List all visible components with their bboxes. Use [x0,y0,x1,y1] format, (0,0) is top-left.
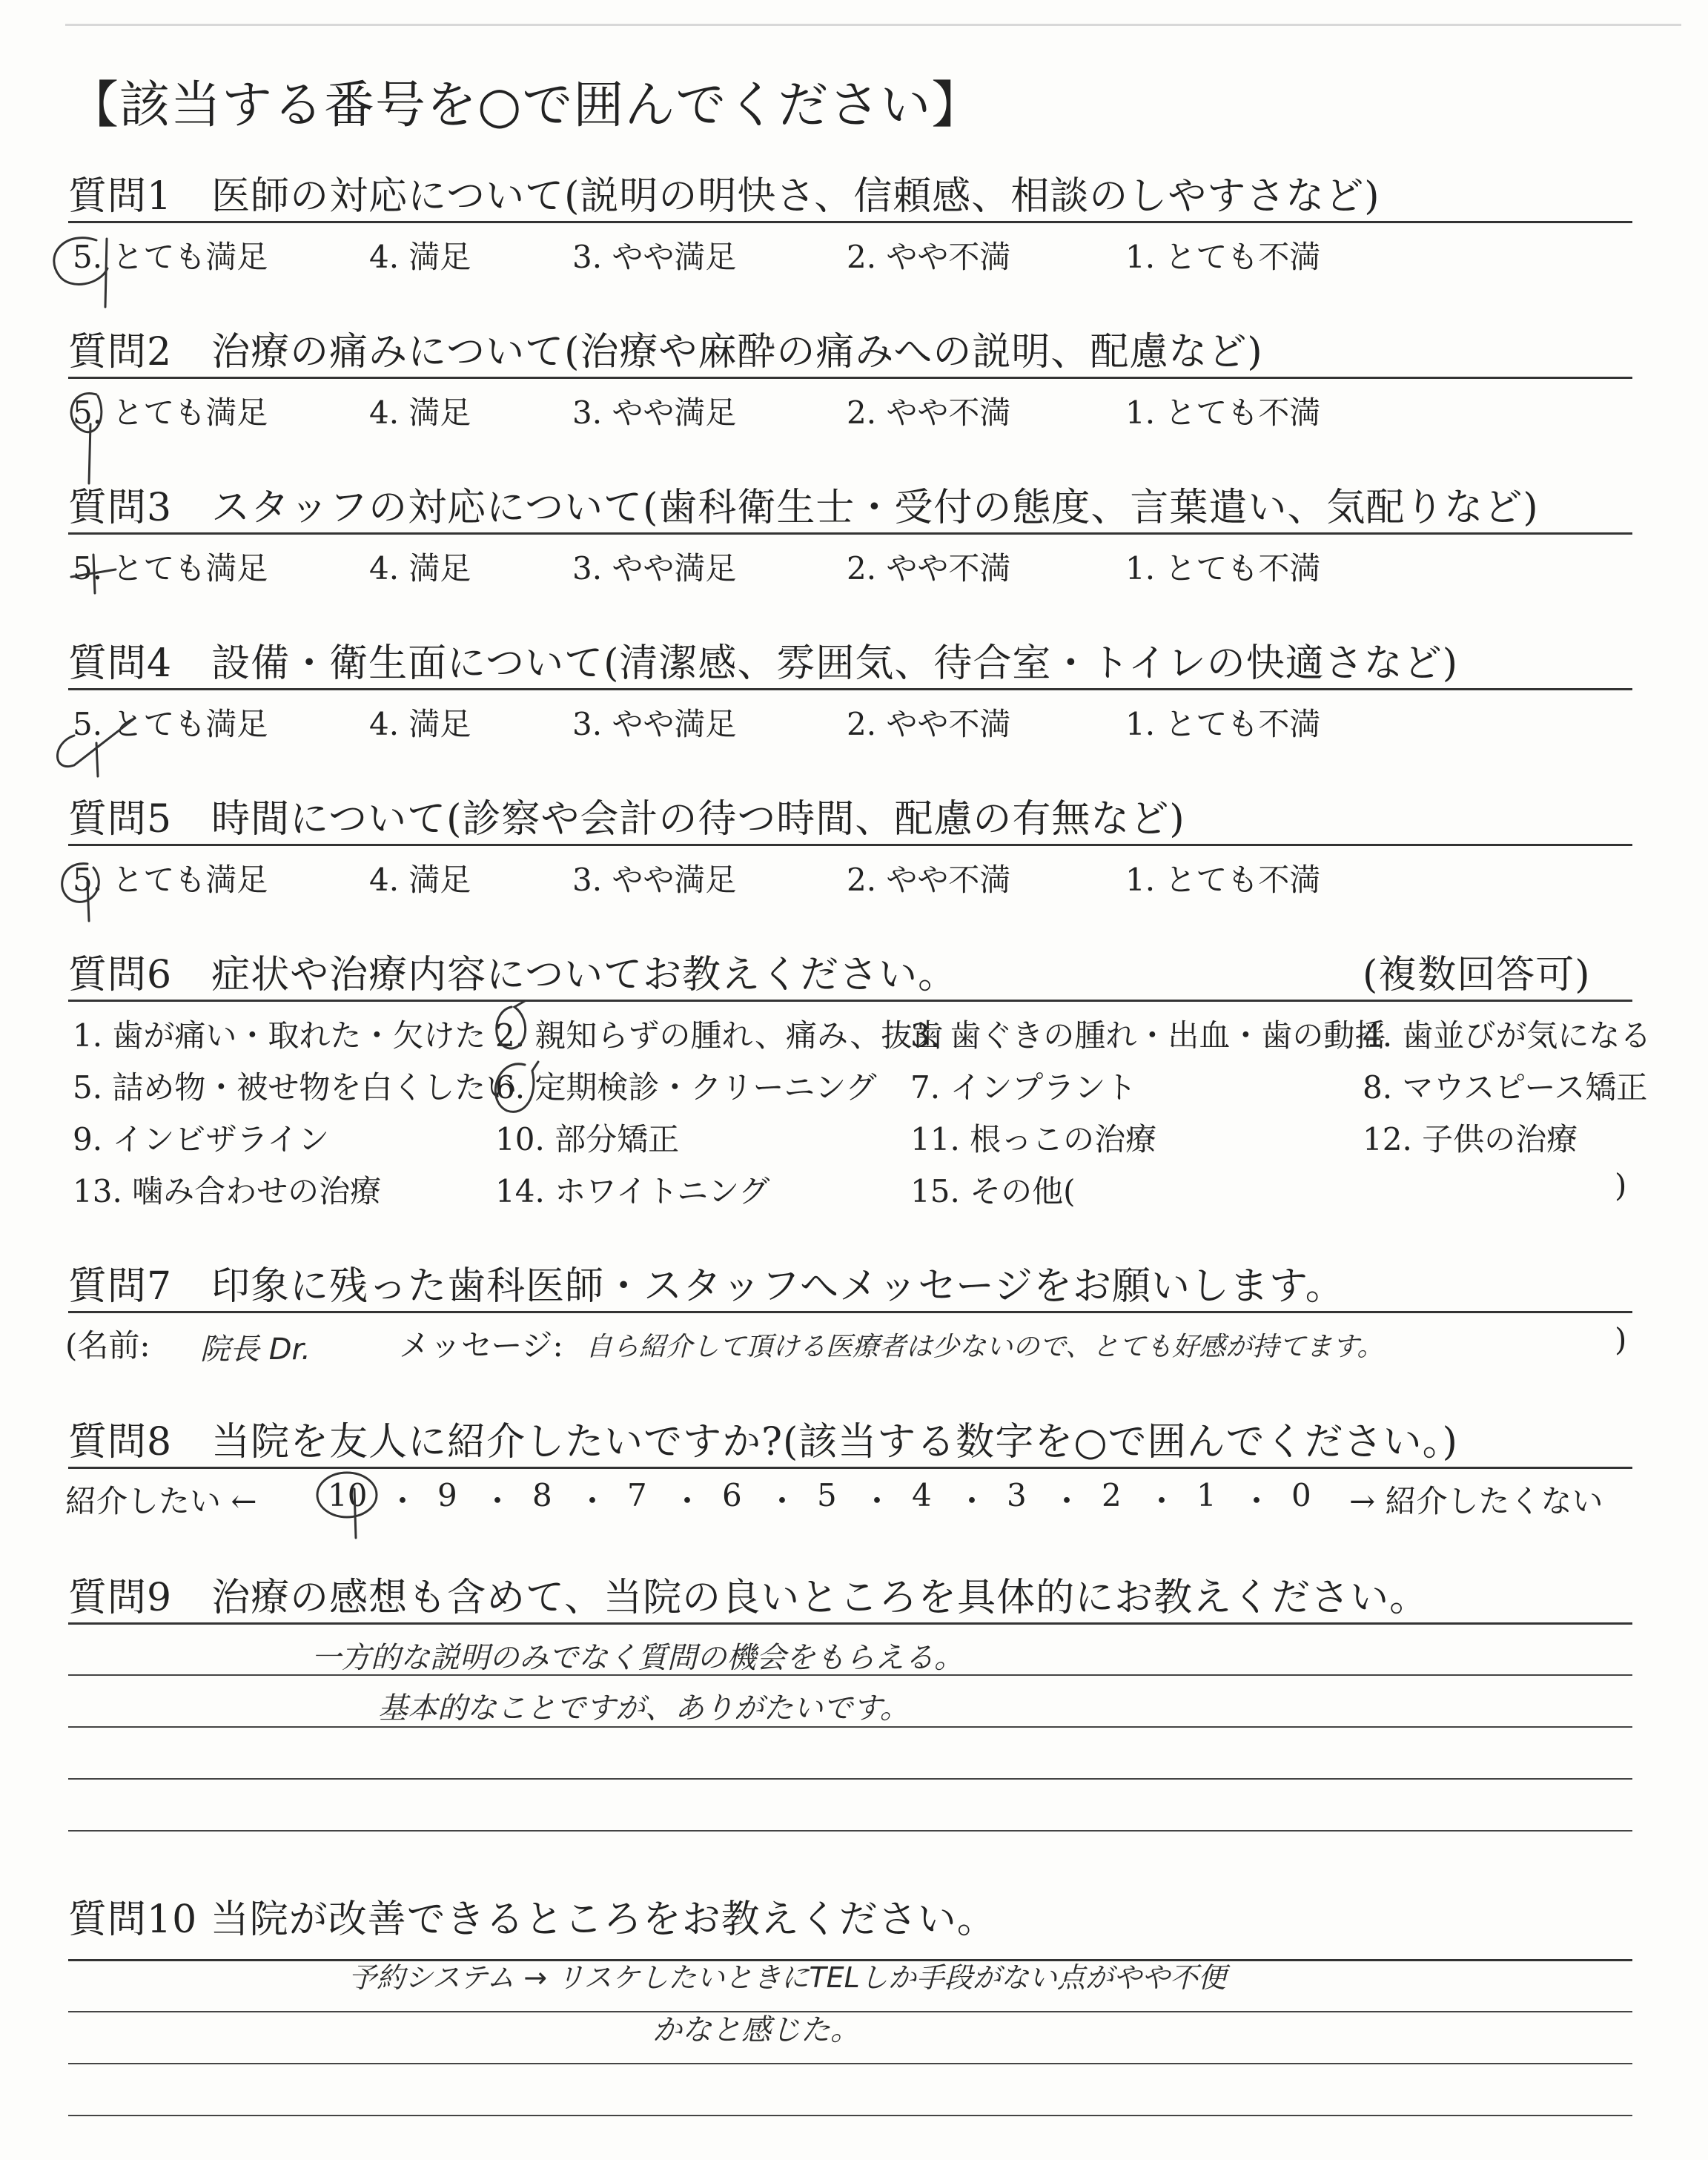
rating-option-1[interactable]: 1. とても不満 [1125,394,1321,431]
question-prompt: スタッフの対応について(歯科衛生士・受付の態度、言葉遣い、気配りなど) [211,486,1539,530]
multiple-answer-note: (複数回答可) [1363,953,1591,997]
treatment-option-7[interactable]: 7. インプラント [910,1069,1137,1106]
question-8-text [68,1410,1458,1466]
rating-option-3[interactable]: 3. やや満足 [572,550,737,587]
rating-option-5[interactable]: 5. とても満足 [73,706,268,742]
question-prompt: 治療の痛みについて(治療や麻酔の痛みへの説明、配慮など) [211,330,1263,374]
answer-text-line-1[interactable]: 一方的な説明のみでなく質問の機会をもらえる。 [311,1641,964,1675]
question-prompt: 設備・衛生面について(清潔感、雰囲気、待合室・トイレの快適さなど) [211,641,1459,686]
rating-option-2[interactable]: 2. やや不満 [847,862,1011,898]
question-9-text [68,1566,1429,1622]
question-5-text [68,787,1185,843]
score-9[interactable]: 9 [437,1477,457,1513]
top-border [65,24,1681,26]
message-field[interactable]: 自ら紹介して頂ける医療者は少ないので、とても好感が持てます。 [586,1332,1384,1362]
rating-option-3[interactable]: 3. やや満足 [572,862,737,898]
question-rule [68,1467,1632,1469]
question-prompt: 当院が改善できるところをお教えください。 [210,1898,996,1942]
question-label: 質問1 [68,174,173,219]
question-rule [68,532,1632,535]
answer-line [68,1830,1632,1832]
circle-mark [43,853,117,927]
score-8[interactable]: 8 [532,1477,552,1513]
score-4[interactable]: 4 [912,1477,932,1513]
rating-option-3[interactable]: 3. やや満足 [572,706,737,742]
question-label: 質問10 [68,1898,198,1942]
answer-line [68,1778,1632,1780]
question-label: 質問4 [68,641,173,686]
rating-option-4[interactable]: 4. 満足 [369,550,471,587]
treatment-option-6[interactable]: 6. 定期検診・クリーニング [495,1069,877,1106]
rating-option-2[interactable]: 2. やや不満 [847,394,1011,431]
question-rule [68,377,1632,379]
check-mark [64,547,130,599]
page-title: 【該当する番号を○で囲んでください】 [68,76,983,135]
rating-option-2[interactable]: 2. やや不満 [847,239,1011,275]
score-separator: ・ [672,1483,704,1519]
answer-text-line-2[interactable]: かなと感じた。 [652,2013,860,2047]
question-label: 質問2 [68,330,173,374]
circle-mark [311,1467,393,1541]
score-separator: ・ [577,1483,609,1519]
score-separator: ・ [767,1483,798,1519]
treatment-option-8[interactable]: 8. マウスピース矯正 [1363,1069,1648,1106]
rating-option-1[interactable]: 1. とても不満 [1125,706,1321,742]
treatment-option-12[interactable]: 12. 子供の治療 [1363,1121,1578,1157]
recommend-left-label: 紹介したい ← [65,1483,257,1519]
score-10[interactable]: 10 [328,1477,368,1513]
rating-option-4[interactable]: 4. 満足 [369,862,471,898]
score-separator: ・ [956,1483,988,1519]
rating-option-4[interactable]: 4. 満足 [369,706,471,742]
score-separator: ・ [1241,1483,1273,1519]
circle-mark [52,380,133,491]
question-rule [68,844,1632,846]
circle-mark [480,1053,547,1127]
treatment-option-1[interactable]: 1. 歯が痛い・取れた・欠けた [73,1017,486,1054]
score-6[interactable]: 6 [722,1477,742,1513]
treatment-option-14[interactable]: 14. ホワイトニング [495,1173,770,1209]
rating-option-3[interactable]: 3. やや満足 [572,239,737,275]
question-label: 質問9 [68,1576,173,1620]
answer-line [68,1622,1632,1625]
check-mark [44,713,141,780]
answer-line [68,2063,1632,2064]
score-separator: ・ [482,1483,514,1519]
score-1[interactable]: 1 [1196,1477,1217,1513]
rating-option-5[interactable]: 5. とても満足 [73,394,268,431]
rating-option-4[interactable]: 4. 満足 [369,239,471,275]
rating-option-5[interactable]: 5. とても満足 [73,239,268,275]
score-separator: ・ [1146,1483,1178,1519]
treatment-option-11[interactable]: 11. 根っこの治療 [910,1121,1157,1157]
question-6-text [68,943,957,999]
rating-option-1[interactable]: 1. とても不満 [1125,239,1321,275]
question-prompt: 印象に残った歯科医師・スタッフへメッセージをお願いします。 [211,1264,1345,1309]
rating-option-5[interactable]: 5. とても満足 [73,550,268,587]
question-label: 質問3 [68,486,173,530]
answer-text-line-1[interactable]: 予約システム → リスケしたいときにTELしか手段がない点がやや不便 [348,1961,1226,1994]
rating-option-4[interactable]: 4. 満足 [369,394,471,431]
treatment-option-13[interactable]: 13. 噛み合わせの治療 [73,1173,382,1209]
name-label: (名前: [65,1327,150,1364]
treatment-option-3[interactable]: 3. 歯ぐきの腫れ・出血・歯の動揺 [910,1017,1386,1054]
score-7[interactable]: 7 [627,1477,647,1513]
rating-option-1[interactable]: 1. とても不満 [1125,862,1321,898]
treatment-option-5[interactable]: 5. 詰め物・被せ物を白くしたい [73,1069,517,1106]
rating-option-3[interactable]: 3. やや満足 [572,394,737,431]
question-4-text [68,632,1458,687]
question-rule [68,1311,1632,1313]
question-label: 質問5 [68,797,173,842]
question-prompt: 当院を友人に紹介したいですか?(該当する数字を○で囲んでください。) [211,1420,1458,1464]
treatment-option-10[interactable]: 10. 部分矯正 [495,1121,680,1157]
circle-mark [37,224,119,313]
other-close-paren: ) [1615,1167,1627,1203]
recommend-right-label: → 紹介したくない [1349,1483,1603,1519]
question-10-text [68,1888,996,1943]
question-rule [68,688,1632,690]
score-2[interactable]: 2 [1102,1477,1122,1513]
question-prompt: 症状や治療内容についてお教えください。 [211,953,958,997]
question-7-text [68,1255,1345,1310]
question-label: 質問8 [68,1420,173,1464]
score-separator: ・ [387,1483,419,1519]
rating-option-2[interactable]: 2. やや不満 [847,706,1011,742]
treatment-option-15[interactable]: 15. その他( [910,1173,1076,1209]
score-3[interactable]: 3 [1007,1477,1027,1513]
message-close-paren: ) [1615,1321,1627,1358]
treatment-option-2[interactable]: 2. 親知らずの腫れ、痛み、抜歯 [495,1017,944,1054]
question-prompt: 時間について(診察や会計の待つ時間、配慮の有無など) [211,797,1185,842]
question-prompt: 治療の感想も含めて、当院の良いところを具体的にお教えください。 [211,1576,1429,1620]
rating-option-1[interactable]: 1. とても不満 [1125,550,1321,587]
answer-line [68,2115,1632,2116]
question-3-text [68,476,1539,532]
question-2-text [68,320,1263,376]
question-label: 質問6 [68,953,173,997]
question-1-text [68,165,1380,220]
score-separator: ・ [1051,1483,1083,1519]
treatment-option-4[interactable]: 4. 歯並びが気になる [1363,1017,1652,1054]
question-rule [68,1000,1632,1002]
score-0[interactable]: 0 [1291,1477,1311,1513]
question-rule [68,221,1632,223]
answer-text-line-2[interactable]: 基本的なことですが、ありがたいです。 [378,1691,910,1725]
rating-option-2[interactable]: 2. やや不満 [847,550,1011,587]
question-label: 質問7 [68,1264,173,1309]
name-field[interactable]: 院長 Dr. [200,1332,311,1367]
question-prompt: 医師の対応について(説明の明快さ、信頼感、相談のしやすさなど) [211,174,1380,219]
score-separator: ・ [861,1483,893,1519]
message-label: メッセージ: [399,1327,563,1364]
score-5[interactable]: 5 [817,1477,837,1513]
rating-option-5[interactable]: 5. とても満足 [73,862,268,898]
treatment-option-9[interactable]: 9. インビザライン [73,1121,330,1157]
